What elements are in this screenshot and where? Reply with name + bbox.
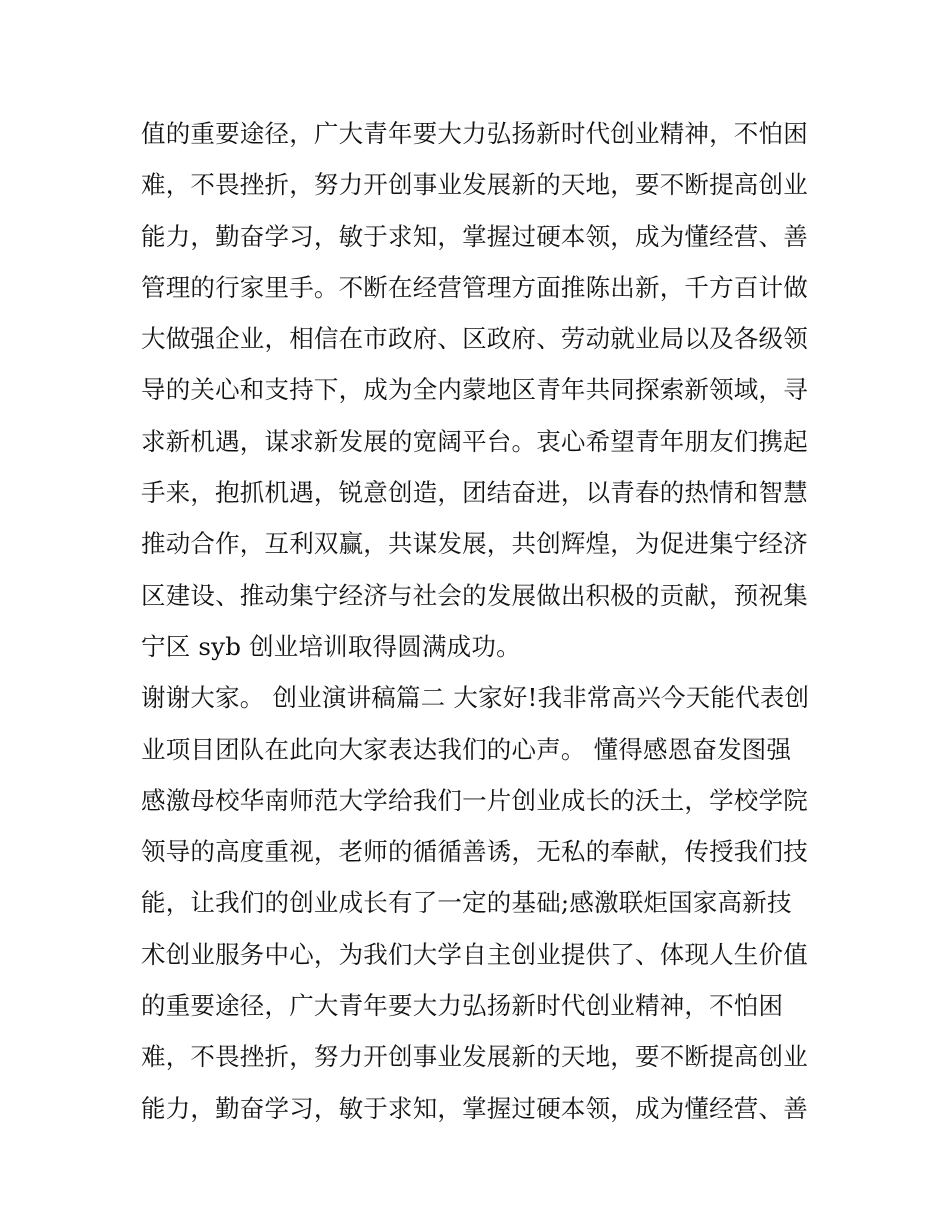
text-line-16: 能，让我们的创业成长有了一定的基础;感激联炬国家高新技 [141,888,792,918]
text-line-4: 管理的行家里手。不断在经营管理方面推陈出新，千方百计做 [141,272,808,302]
text-line-11: 宁区 syb 创业培训取得圆满成功。 [141,631,521,661]
text-line-2: 难，不畏挫折，努力开创事业发展新的天地，要不断提高创业 [141,170,808,200]
text-line-20: 能力，勤奋学习，敏于求知，掌握过硬本领，成为懂经营、善 [141,1093,808,1123]
text-line-19: 难，不畏挫折，努力开创事业发展新的天地，要不断提高创业 [141,1042,808,1072]
text-line-12: 谢谢大家。 创业演讲稿篇二 大家好!我非常高兴今天能代表创 [141,683,810,713]
text-line-10: 区建设、推动集宁经济与社会的发展做出积极的贡献，预祝集 [141,580,808,610]
text-line-8: 手来，抱抓机遇，锐意创造，团结奋进，以青春的热情和智慧 [141,478,808,508]
text-line-1: 值的重要途径，广大青年要大力弘扬新时代创业精神，不怕困 [141,119,808,148]
text-line-14: 感激母校华南师范大学给我们一片创业成长的沃土，学校学院 [141,785,808,815]
text-line-3: 能力，勤奋学习，敏于求知，掌握过硬本领，成为懂经营、善 [141,221,808,251]
text-line-15: 领导的高度重视，老师的循循善诱，无私的奉献，传授我们技 [141,837,808,867]
text-line-18: 的重要途径，广大青年要大力弘扬新时代创业精神，不怕困 [141,991,784,1021]
body-text [141,108,821,1134]
text-line-6: 导的关心和支持下，成为全内蒙地区青年共同探索新领域，寻 [141,375,808,405]
text-line-17: 术创业服务中心，为我们大学自主创业提供了、体现人生价值 [141,939,808,969]
text-line-7: 求新机遇，谋求新发展的宽阔平台。衷心希望青年朋友们携起 [141,426,808,456]
text-line-9: 推动合作，互利双赢，共谋发展，共创辉煌，为促进集宁经济 [141,529,808,559]
text-line-5: 大做强企业，相信在市政府、区政府、劳动就业局以及各级领 [141,324,808,354]
text-line-13: 业项目团队在此向大家表达我们的心声。 懂得感恩奋发图强 [141,734,792,764]
